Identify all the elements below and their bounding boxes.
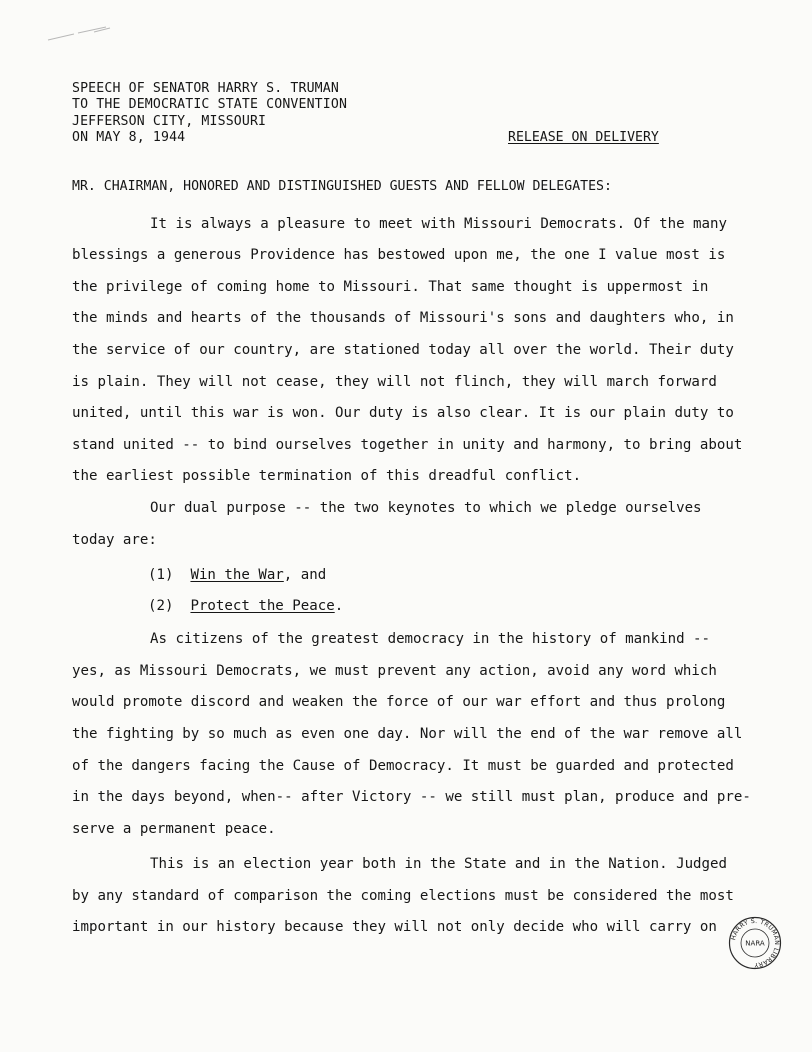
paragraph-1-line: is plain. They will not cease, they will not flinch, they will march forward: [72, 374, 717, 390]
list-item-number: (1): [148, 567, 174, 583]
library-stamp-seal: [728, 916, 782, 970]
list-item-win-the-war: [148, 566, 326, 584]
paragraph-1-line: blessings a generous Providence has bestowed upon me, the one I value most is: [72, 247, 726, 263]
stamp-center-text: NARA: [745, 939, 765, 948]
header-line-location: JEFFERSON CITY, MISSOURI: [72, 114, 267, 129]
list-item-text: Protect the Peace: [190, 598, 335, 614]
paragraph-3-line: As citizens of the greatest democracy in the history of mankind --: [150, 631, 711, 647]
paragraph-1-line: the earliest possible termination of this dreadful conflict.: [72, 468, 582, 484]
paragraph-4-line: important in our history because they will not only decide who will carry on: [72, 919, 717, 935]
list-item-number: (2): [148, 598, 174, 614]
paragraph-1-line: the privilege of coming home to Missouri. That same thought is uppermost in: [72, 279, 709, 295]
paragraph-1-line: stand united -- to bind ourselves together in unity and harmony, to bring about: [72, 437, 743, 453]
paragraph-3-line: the fighting by so much as even one day. Nor will the end of the war remove all: [72, 726, 743, 742]
salutation: MR. CHAIRMAN, HONORED AND DISTINGUISHED GUESTS AND FELLOW DELEGATES:: [72, 179, 612, 194]
paragraph-3-line: would promote discord and weaken the force of our war effort and thus prolong: [72, 694, 726, 710]
header-line-venue: TO THE DEMOCRATIC STATE CONVENTION: [72, 97, 348, 112]
pencil-mark-decoration: [44, 24, 114, 46]
paragraph-3-line: in the days beyond, when-- after Victory -- we still must plan, produce and pre-: [72, 789, 751, 805]
list-item-protect-the-peace: [148, 597, 343, 615]
paragraph-1-line: the service of our country, are stationed today all over the world. Their duty: [72, 342, 734, 358]
paragraph-1-line: It is always a pleasure to meet with Missouri Democrats. Of the many: [150, 216, 727, 232]
release-note: RELEASE ON DELIVERY: [508, 130, 659, 145]
header-line-title: SPEECH OF SENATOR HARRY S. TRUMAN: [72, 81, 339, 96]
paragraph-1-line: united, until this war is won. Our duty is also clear. It is our plain duty to: [72, 405, 734, 421]
paragraph-4-line: This is an election year both in the State and in the Nation. Judged: [150, 856, 727, 872]
paragraph-3-line: yes, as Missouri Democrats, we must prevent any action, avoid any word which: [72, 663, 717, 679]
stamp-ring-text: HARRY S. TRUMAN LIBRARY: [730, 917, 781, 969]
paragraph-4-line: by any standard of comparison the coming elections must be considered the most: [72, 888, 734, 904]
paragraph-3-line: serve a permanent peace.: [72, 821, 276, 837]
paragraph-3-line: of the dangers facing the Cause of Democracy. It must be guarded and protected: [72, 758, 734, 774]
header-line-date: ON MAY 8, 1944: [72, 130, 186, 145]
list-item-suffix: , and: [283, 567, 327, 583]
paragraph-2-line: today are:: [72, 532, 157, 548]
list-item-text: Win the War: [190, 567, 284, 583]
paragraph-2-line: Our dual purpose -- the two keynotes to which we pledge ourselves: [150, 500, 702, 516]
list-item-suffix: .: [334, 598, 344, 614]
paragraph-1-line: the minds and hearts of the thousands of Missouri's sons and daughters who, in: [72, 310, 734, 326]
